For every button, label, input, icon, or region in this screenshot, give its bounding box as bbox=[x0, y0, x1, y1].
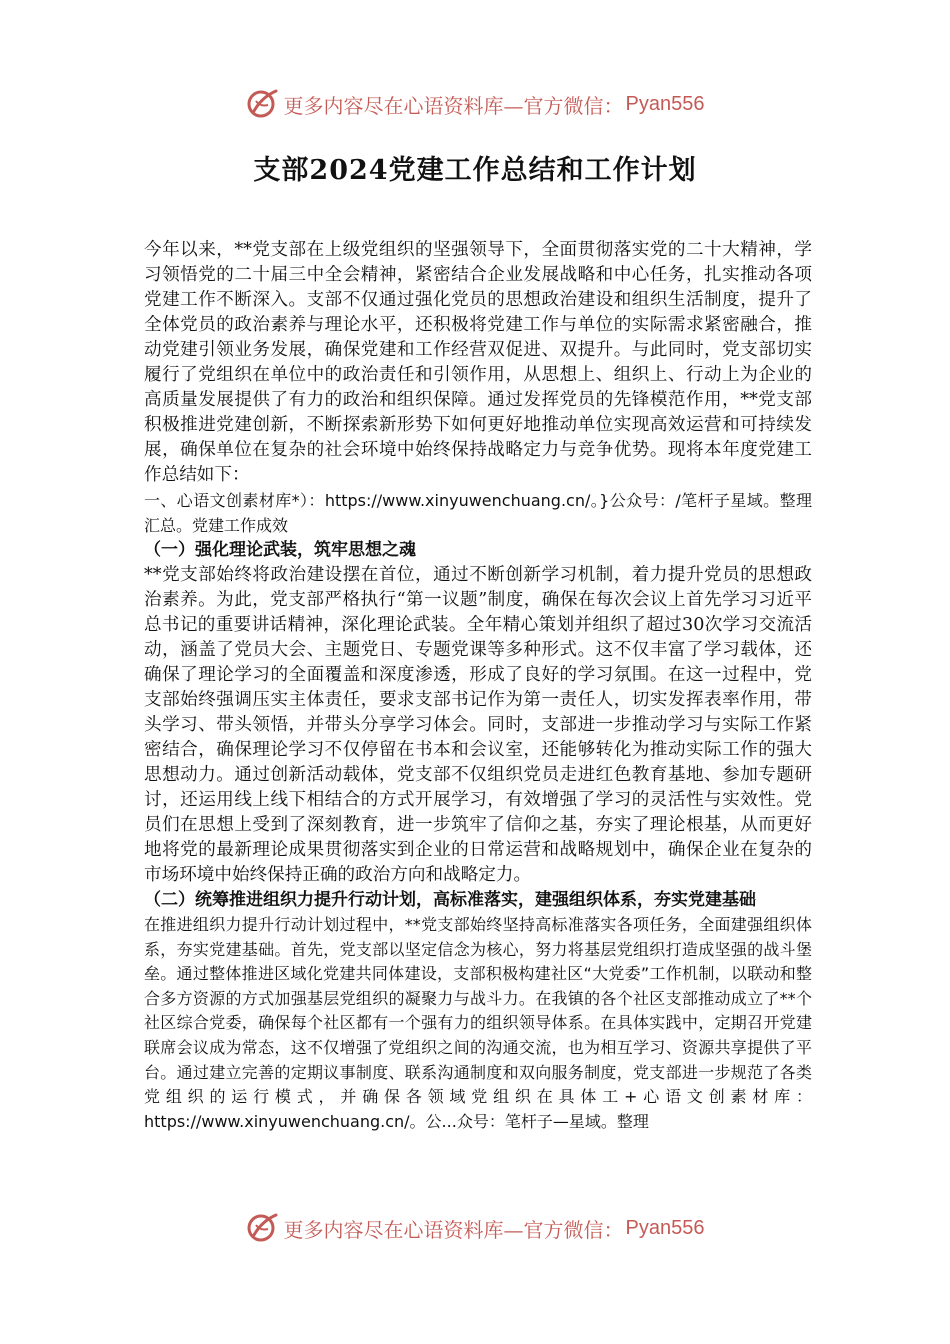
document-title: 支部2024党建工作总结和工作计划 bbox=[253, 155, 697, 186]
footer-watermark-banner bbox=[0, 1208, 950, 1248]
subsection-1-heading: （一）强化理论武装，筑牢思想之魂 bbox=[144, 540, 416, 560]
header-watermark-banner bbox=[0, 84, 950, 124]
ink-brush-logo-icon bbox=[246, 1211, 280, 1245]
ink-brush-logo-icon bbox=[246, 87, 280, 121]
banner-text: 更多内容尽在心语资料库—官方微信： bbox=[283, 93, 624, 118]
banner-text: 更多内容尽在心语资料库—官方微信： bbox=[283, 1217, 624, 1242]
document-body bbox=[144, 238, 812, 1134]
intro-paragraph: 今年以来，**党支部在上级党组织的坚强领导下，全面贯彻落实党的二十大精神，学习领悟党的二十届三中全会精神，紧密结合企业发展战略和中心任务，扎实推动各项党建工作不断深入。支部不仅通过强化党员的思想政治建设和组织生活制度，提升了全体党员的政治素养与理论水平，还积极将党建工作与单位的实际需求紧密融合，推动党建引领业务发展，确保党建和工作经营双促进、双提升。与此同时，党支部切实履行了党组织在单位中的政治责任和引领作用，从思想上、组织上、行动上为企业的高质量发展提供了有力的政治和组织保障。通过发挥党员的先锋模范作用，**党支部积极推进党建创新，不断探索新形势下如何更好地推动单位实现高效运营和可持续发展，确保单位在复杂的社会环境中始终保持战略定力与竞争优势。现将本年度党建工作总结如下： bbox=[144, 240, 812, 485]
subsection-2-heading: （二）统筹推进组织力提升行动计划，高标准落实，建强组织体系，夯实党建基础 bbox=[144, 890, 756, 910]
section-1-heading: 一、心语文创素材库*）：https://www.xinyuwenchuang.cn/。}公众号：/笔杆子星域。整理汇总。党建工作成效 bbox=[144, 491, 812, 535]
banner-wechat-id: Pyan556 bbox=[625, 92, 705, 115]
banner-wechat-id: Pyan556 bbox=[625, 1216, 705, 1239]
subsection-1-body: **党支部始终将政治建设摆在首位，通过不断创新学习机制，着力提升党员的思想政治素养。为此，党支部严格执行“第一议题”制度，确保在每次会议上首先学习习近平总书记的重要讲话精神，深化理论武装。全年精心策划并组织了超过30次学习交流活动，涵盖了党员大会、主题党日、专题党课等多种形式。这不仅丰富了学习载体，还确保了理论学习的全面覆盖和深度渗透，形成了良好的学习氛围。在这一过程中，党支部始终强调压实主体责任，要求支部书记作为第一责任人，切实发挥表率作用，带头学习、带头领悟，并带头分享学习体会。同时，支部进一步推动学习与实际工作紧密结合，确保理论学习不仅停留在书本和会议室，还能够转化为推动实际工作的强大思想动力。通过创新活动载体，党支部不仅组织党员走进红色教育基地、参加专题研讨，还运用线上线下相结合的方式开展学习，有效增强了学习的灵活性与实效性。党员们在思想上受到了深刻教育，进一步筑牢了信仰之基，夯实了理论根基，从而更好地将党的最新理论成果贯彻落实到企业的日常运营和战略规划中，确保企业在复杂的市场环境中始终保持正确的政治方向和战略定力。 bbox=[144, 565, 812, 885]
subsection-2-body: 在推进组织力提升行动计划过程中，**党支部始终坚持高标准落实各项任务，全面建强组织体系，夯实党建基础。首先，党支部以坚定信念为核心，努力将基层党组织打造成坚强的战斗堡垒。通过整体推进区域化党建共同体建设，支部积极构建社区“大党委”工作机制，以联动和整合多方资源的方式加强基层党组织的凝聚力与战斗力。在我镇的各个社区支部推动成立了**个社区综合党委，确保每个社区都有一个强有力的组织领导体系。在具体实践中，定期召开党建联席会议成为常态，这不仅增强了党组织之间的沟通交流，也为相互学习、资源共享提供了平台。通过建立完善的定期议事制度、联系沟通制度和双向服务制度，党支部进一步规范了各类党组织的运行模式，并确保各领域党组织在具体工+心语文创素材库：https://www.xinyuwenchuang.cn/。公...众号：笔杆子—星域。整理 bbox=[144, 915, 812, 1131]
